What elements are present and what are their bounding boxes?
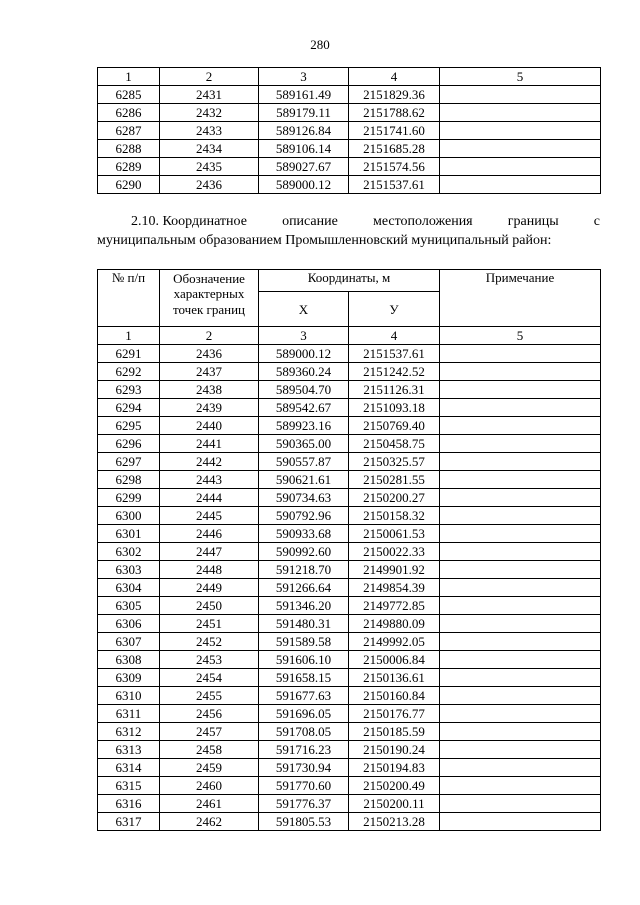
x-coordinate-cell: 589161.49 — [259, 86, 349, 104]
y-coordinate-cell: 2150190.24 — [349, 741, 440, 759]
y-coordinate-cell: 2150200.27 — [349, 489, 440, 507]
point-designation-cell: 2445 — [160, 507, 259, 525]
point-designation-cell: 2436 — [160, 176, 259, 194]
y-coordinate-cell: 2150022.33 — [349, 543, 440, 561]
point-designation-cell: 2457 — [160, 723, 259, 741]
point-designation-cell: 2438 — [160, 381, 259, 399]
y-coordinate-cell: 2149901.92 — [349, 561, 440, 579]
point-designation-cell: 2432 — [160, 104, 259, 122]
note-cell — [440, 104, 601, 122]
table-row — [98, 158, 601, 176]
x-coordinate-cell: 591677.63 — [259, 687, 349, 705]
point-number-cell: 6302 — [98, 543, 160, 561]
note-cell — [440, 471, 601, 489]
header-note: Примечание — [440, 270, 601, 327]
note-cell — [440, 543, 601, 561]
x-coordinate-cell: 589923.16 — [259, 417, 349, 435]
note-cell — [440, 381, 601, 399]
point-number-cell: 6291 — [98, 345, 160, 363]
point-number-cell: 6307 — [98, 633, 160, 651]
x-coordinate-cell: 590557.87 — [259, 453, 349, 471]
x-coordinate-cell: 590933.68 — [259, 525, 349, 543]
section-heading-word: 2.10. Координатное — [131, 214, 247, 229]
note-cell — [440, 417, 601, 435]
point-number-cell: 6293 — [98, 381, 160, 399]
point-number-cell: 6309 — [98, 669, 160, 687]
section-heading-word: описание — [282, 214, 338, 229]
y-coordinate-cell: 2150194.83 — [349, 759, 440, 777]
point-designation-cell: 2462 — [160, 813, 259, 831]
column-number: 3 — [259, 327, 349, 345]
coordinates-table-continued — [97, 67, 601, 194]
x-coordinate-cell: 591776.37 — [259, 795, 349, 813]
table-row — [98, 104, 601, 122]
x-coordinate-cell: 591480.31 — [259, 615, 349, 633]
table-row — [98, 615, 601, 633]
section-heading-line-1 — [97, 212, 600, 231]
point-number-cell: 6287 — [98, 122, 160, 140]
column-number: 3 — [259, 68, 349, 86]
point-number-cell: 6288 — [98, 140, 160, 158]
y-coordinate-cell: 2151093.18 — [349, 399, 440, 417]
table-row — [98, 453, 601, 471]
point-designation-cell: 2455 — [160, 687, 259, 705]
point-designation-cell: 2434 — [160, 140, 259, 158]
note-cell — [440, 579, 601, 597]
point-number-cell: 6297 — [98, 453, 160, 471]
table-row — [98, 633, 601, 651]
y-coordinate-cell: 2151741.60 — [349, 122, 440, 140]
x-coordinate-cell: 591770.60 — [259, 777, 349, 795]
table-row — [98, 176, 601, 194]
page-number: 280 — [310, 37, 330, 52]
point-designation-cell: 2431 — [160, 86, 259, 104]
point-number-cell: 6306 — [98, 615, 160, 633]
y-coordinate-cell: 2150213.28 — [349, 813, 440, 831]
point-number-cell: 6312 — [98, 723, 160, 741]
table-row — [98, 363, 601, 381]
header-y: У — [349, 292, 440, 327]
x-coordinate-cell: 591218.70 — [259, 561, 349, 579]
point-designation-cell: 2451 — [160, 615, 259, 633]
note-cell — [440, 633, 601, 651]
y-coordinate-cell: 2149880.09 — [349, 615, 440, 633]
y-coordinate-cell: 2150281.55 — [349, 471, 440, 489]
y-coordinate-cell: 2150158.32 — [349, 507, 440, 525]
section-heading-line-2: муниципальным образованием Промышленновский муниципальный район: — [97, 233, 552, 248]
table-row — [98, 122, 601, 140]
point-designation-cell: 2444 — [160, 489, 259, 507]
point-designation-cell: 2447 — [160, 543, 259, 561]
table-row — [98, 345, 601, 363]
y-coordinate-cell: 2150061.53 — [349, 525, 440, 543]
point-number-cell: 6310 — [98, 687, 160, 705]
point-designation-cell: 2448 — [160, 561, 259, 579]
point-designation-cell: 2443 — [160, 471, 259, 489]
point-number-cell: 6316 — [98, 795, 160, 813]
point-designation-cell: 2450 — [160, 597, 259, 615]
x-coordinate-cell: 590992.60 — [259, 543, 349, 561]
table-row — [98, 140, 601, 158]
x-coordinate-cell: 589504.70 — [259, 381, 349, 399]
point-number-cell: 6289 — [98, 158, 160, 176]
x-coordinate-cell: 589106.14 — [259, 140, 349, 158]
table-row — [98, 435, 601, 453]
note-cell — [440, 345, 601, 363]
x-coordinate-cell: 589126.84 — [259, 122, 349, 140]
note-cell — [440, 615, 601, 633]
note-cell — [440, 777, 601, 795]
section-heading — [97, 212, 600, 250]
point-number-cell: 6313 — [98, 741, 160, 759]
point-number-cell: 6303 — [98, 561, 160, 579]
note-cell — [440, 435, 601, 453]
note-cell — [440, 705, 601, 723]
column-number: 4 — [349, 327, 440, 345]
x-coordinate-cell: 589000.12 — [259, 176, 349, 194]
point-designation-cell: 2435 — [160, 158, 259, 176]
note-cell — [440, 176, 601, 194]
point-designation-cell: 2459 — [160, 759, 259, 777]
y-coordinate-cell: 2150200.49 — [349, 777, 440, 795]
x-coordinate-cell: 591346.20 — [259, 597, 349, 615]
y-coordinate-cell: 2151574.56 — [349, 158, 440, 176]
y-coordinate-cell: 2151788.62 — [349, 104, 440, 122]
point-number-cell: 6300 — [98, 507, 160, 525]
point-designation-cell: 2452 — [160, 633, 259, 651]
y-coordinate-cell: 2150200.11 — [349, 795, 440, 813]
note-cell — [440, 795, 601, 813]
table-row — [98, 741, 601, 759]
point-number-cell: 6295 — [98, 417, 160, 435]
x-coordinate-cell: 591805.53 — [259, 813, 349, 831]
point-designation-cell: 2446 — [160, 525, 259, 543]
point-number-cell: 6296 — [98, 435, 160, 453]
note-cell — [440, 651, 601, 669]
point-number-cell: 6311 — [98, 705, 160, 723]
y-coordinate-cell: 2149992.05 — [349, 633, 440, 651]
note-cell — [440, 597, 601, 615]
note-cell — [440, 399, 601, 417]
x-coordinate-cell: 591658.15 — [259, 669, 349, 687]
note-cell — [440, 669, 601, 687]
x-coordinate-cell: 591708.05 — [259, 723, 349, 741]
y-coordinate-cell: 2151685.28 — [349, 140, 440, 158]
column-number: 5 — [440, 68, 601, 86]
table-row — [98, 507, 601, 525]
point-designation-cell: 2449 — [160, 579, 259, 597]
table-row — [98, 759, 601, 777]
point-designation-cell: 2441 — [160, 435, 259, 453]
table-row — [98, 471, 601, 489]
y-coordinate-cell: 2150458.75 — [349, 435, 440, 453]
point-number-cell: 6301 — [98, 525, 160, 543]
section-heading-word: границы — [507, 214, 559, 229]
y-coordinate-cell: 2150136.61 — [349, 669, 440, 687]
point-number-cell: 6299 — [98, 489, 160, 507]
x-coordinate-cell: 590621.61 — [259, 471, 349, 489]
point-number-cell: 6285 — [98, 86, 160, 104]
y-coordinate-cell: 2150325.57 — [349, 453, 440, 471]
note-cell — [440, 687, 601, 705]
point-number-cell: 6304 — [98, 579, 160, 597]
point-number-cell: 6290 — [98, 176, 160, 194]
y-coordinate-cell: 2151537.61 — [349, 176, 440, 194]
point-number-cell: 6305 — [98, 597, 160, 615]
point-designation-cell: 2453 — [160, 651, 259, 669]
column-number: 4 — [349, 68, 440, 86]
note-cell — [440, 489, 601, 507]
y-coordinate-cell: 2150176.77 — [349, 705, 440, 723]
point-designation-cell: 2437 — [160, 363, 259, 381]
note-cell — [440, 86, 601, 104]
table-row — [98, 651, 601, 669]
point-number-cell: 6308 — [98, 651, 160, 669]
table-row — [98, 795, 601, 813]
note-cell — [440, 759, 601, 777]
x-coordinate-cell: 590365.00 — [259, 435, 349, 453]
table-row — [98, 399, 601, 417]
note-cell — [440, 507, 601, 525]
note-cell — [440, 140, 601, 158]
y-coordinate-cell: 2150160.84 — [349, 687, 440, 705]
y-coordinate-cell: 2150185.59 — [349, 723, 440, 741]
header-point-number: № п/п — [98, 270, 160, 327]
y-coordinate-cell: 2151126.31 — [349, 381, 440, 399]
point-number-cell: 6292 — [98, 363, 160, 381]
x-coordinate-cell: 591730.94 — [259, 759, 349, 777]
note-cell — [440, 158, 601, 176]
point-designation-cell: 2433 — [160, 122, 259, 140]
table-row — [98, 669, 601, 687]
header-point-designation: Обозначение характерных точек границ — [160, 270, 259, 327]
table-row — [98, 723, 601, 741]
table-row — [98, 561, 601, 579]
point-designation-cell: 2458 — [160, 741, 259, 759]
section-heading-word: местоположения — [372, 214, 473, 229]
point-number-cell: 6294 — [98, 399, 160, 417]
column-number: 5 — [440, 327, 601, 345]
column-number: 2 — [160, 68, 259, 86]
point-designation-cell: 2440 — [160, 417, 259, 435]
table-row — [98, 813, 601, 831]
y-coordinate-cell: 2150006.84 — [349, 651, 440, 669]
column-number-row — [98, 327, 601, 345]
table-row — [98, 417, 601, 435]
table-row — [98, 543, 601, 561]
note-cell — [440, 525, 601, 543]
x-coordinate-cell: 590792.96 — [259, 507, 349, 525]
y-coordinate-cell: 2151537.61 — [349, 345, 440, 363]
point-number-cell: 6298 — [98, 471, 160, 489]
header-x: Х — [259, 292, 349, 327]
x-coordinate-cell: 591696.05 — [259, 705, 349, 723]
x-coordinate-cell: 589179.11 — [259, 104, 349, 122]
y-coordinate-cell: 2151829.36 — [349, 86, 440, 104]
table-row — [98, 597, 601, 615]
x-coordinate-cell: 591589.58 — [259, 633, 349, 651]
point-designation-cell: 2436 — [160, 345, 259, 363]
x-coordinate-cell: 589360.24 — [259, 363, 349, 381]
table-row — [98, 687, 601, 705]
note-cell — [440, 122, 601, 140]
point-designation-cell: 2460 — [160, 777, 259, 795]
y-coordinate-cell: 2149854.39 — [349, 579, 440, 597]
table-row — [98, 705, 601, 723]
x-coordinate-cell: 589542.67 — [259, 399, 349, 417]
point-designation-cell: 2439 — [160, 399, 259, 417]
note-cell — [440, 741, 601, 759]
column-number: 1 — [98, 327, 160, 345]
y-coordinate-cell: 2150769.40 — [349, 417, 440, 435]
x-coordinate-cell: 590734.63 — [259, 489, 349, 507]
table-row — [98, 489, 601, 507]
table-row — [98, 381, 601, 399]
section-heading-word: с — [593, 214, 600, 229]
point-number-cell: 6314 — [98, 759, 160, 777]
point-designation-cell: 2456 — [160, 705, 259, 723]
x-coordinate-cell: 591266.64 — [259, 579, 349, 597]
x-coordinate-cell: 591716.23 — [259, 741, 349, 759]
y-coordinate-cell: 2149772.85 — [349, 597, 440, 615]
point-designation-cell: 2442 — [160, 453, 259, 471]
note-cell — [440, 363, 601, 381]
x-coordinate-cell: 591606.10 — [259, 651, 349, 669]
y-coordinate-cell: 2151242.52 — [349, 363, 440, 381]
point-designation-cell: 2461 — [160, 795, 259, 813]
column-number: 1 — [98, 68, 160, 86]
table-row — [98, 86, 601, 104]
coordinates-table — [97, 269, 601, 831]
point-designation-cell: 2454 — [160, 669, 259, 687]
table-row — [98, 777, 601, 795]
x-coordinate-cell: 589000.12 — [259, 345, 349, 363]
point-number-cell: 6286 — [98, 104, 160, 122]
column-number: 2 — [160, 327, 259, 345]
column-number-row — [98, 68, 601, 86]
point-number-cell: 6315 — [98, 777, 160, 795]
table-row — [98, 579, 601, 597]
note-cell — [440, 561, 601, 579]
point-number-cell: 6317 — [98, 813, 160, 831]
note-cell — [440, 453, 601, 471]
table-row — [98, 525, 601, 543]
x-coordinate-cell: 589027.67 — [259, 158, 349, 176]
note-cell — [440, 813, 601, 831]
note-cell — [440, 723, 601, 741]
header-coordinates: Координаты, м — [259, 270, 440, 292]
